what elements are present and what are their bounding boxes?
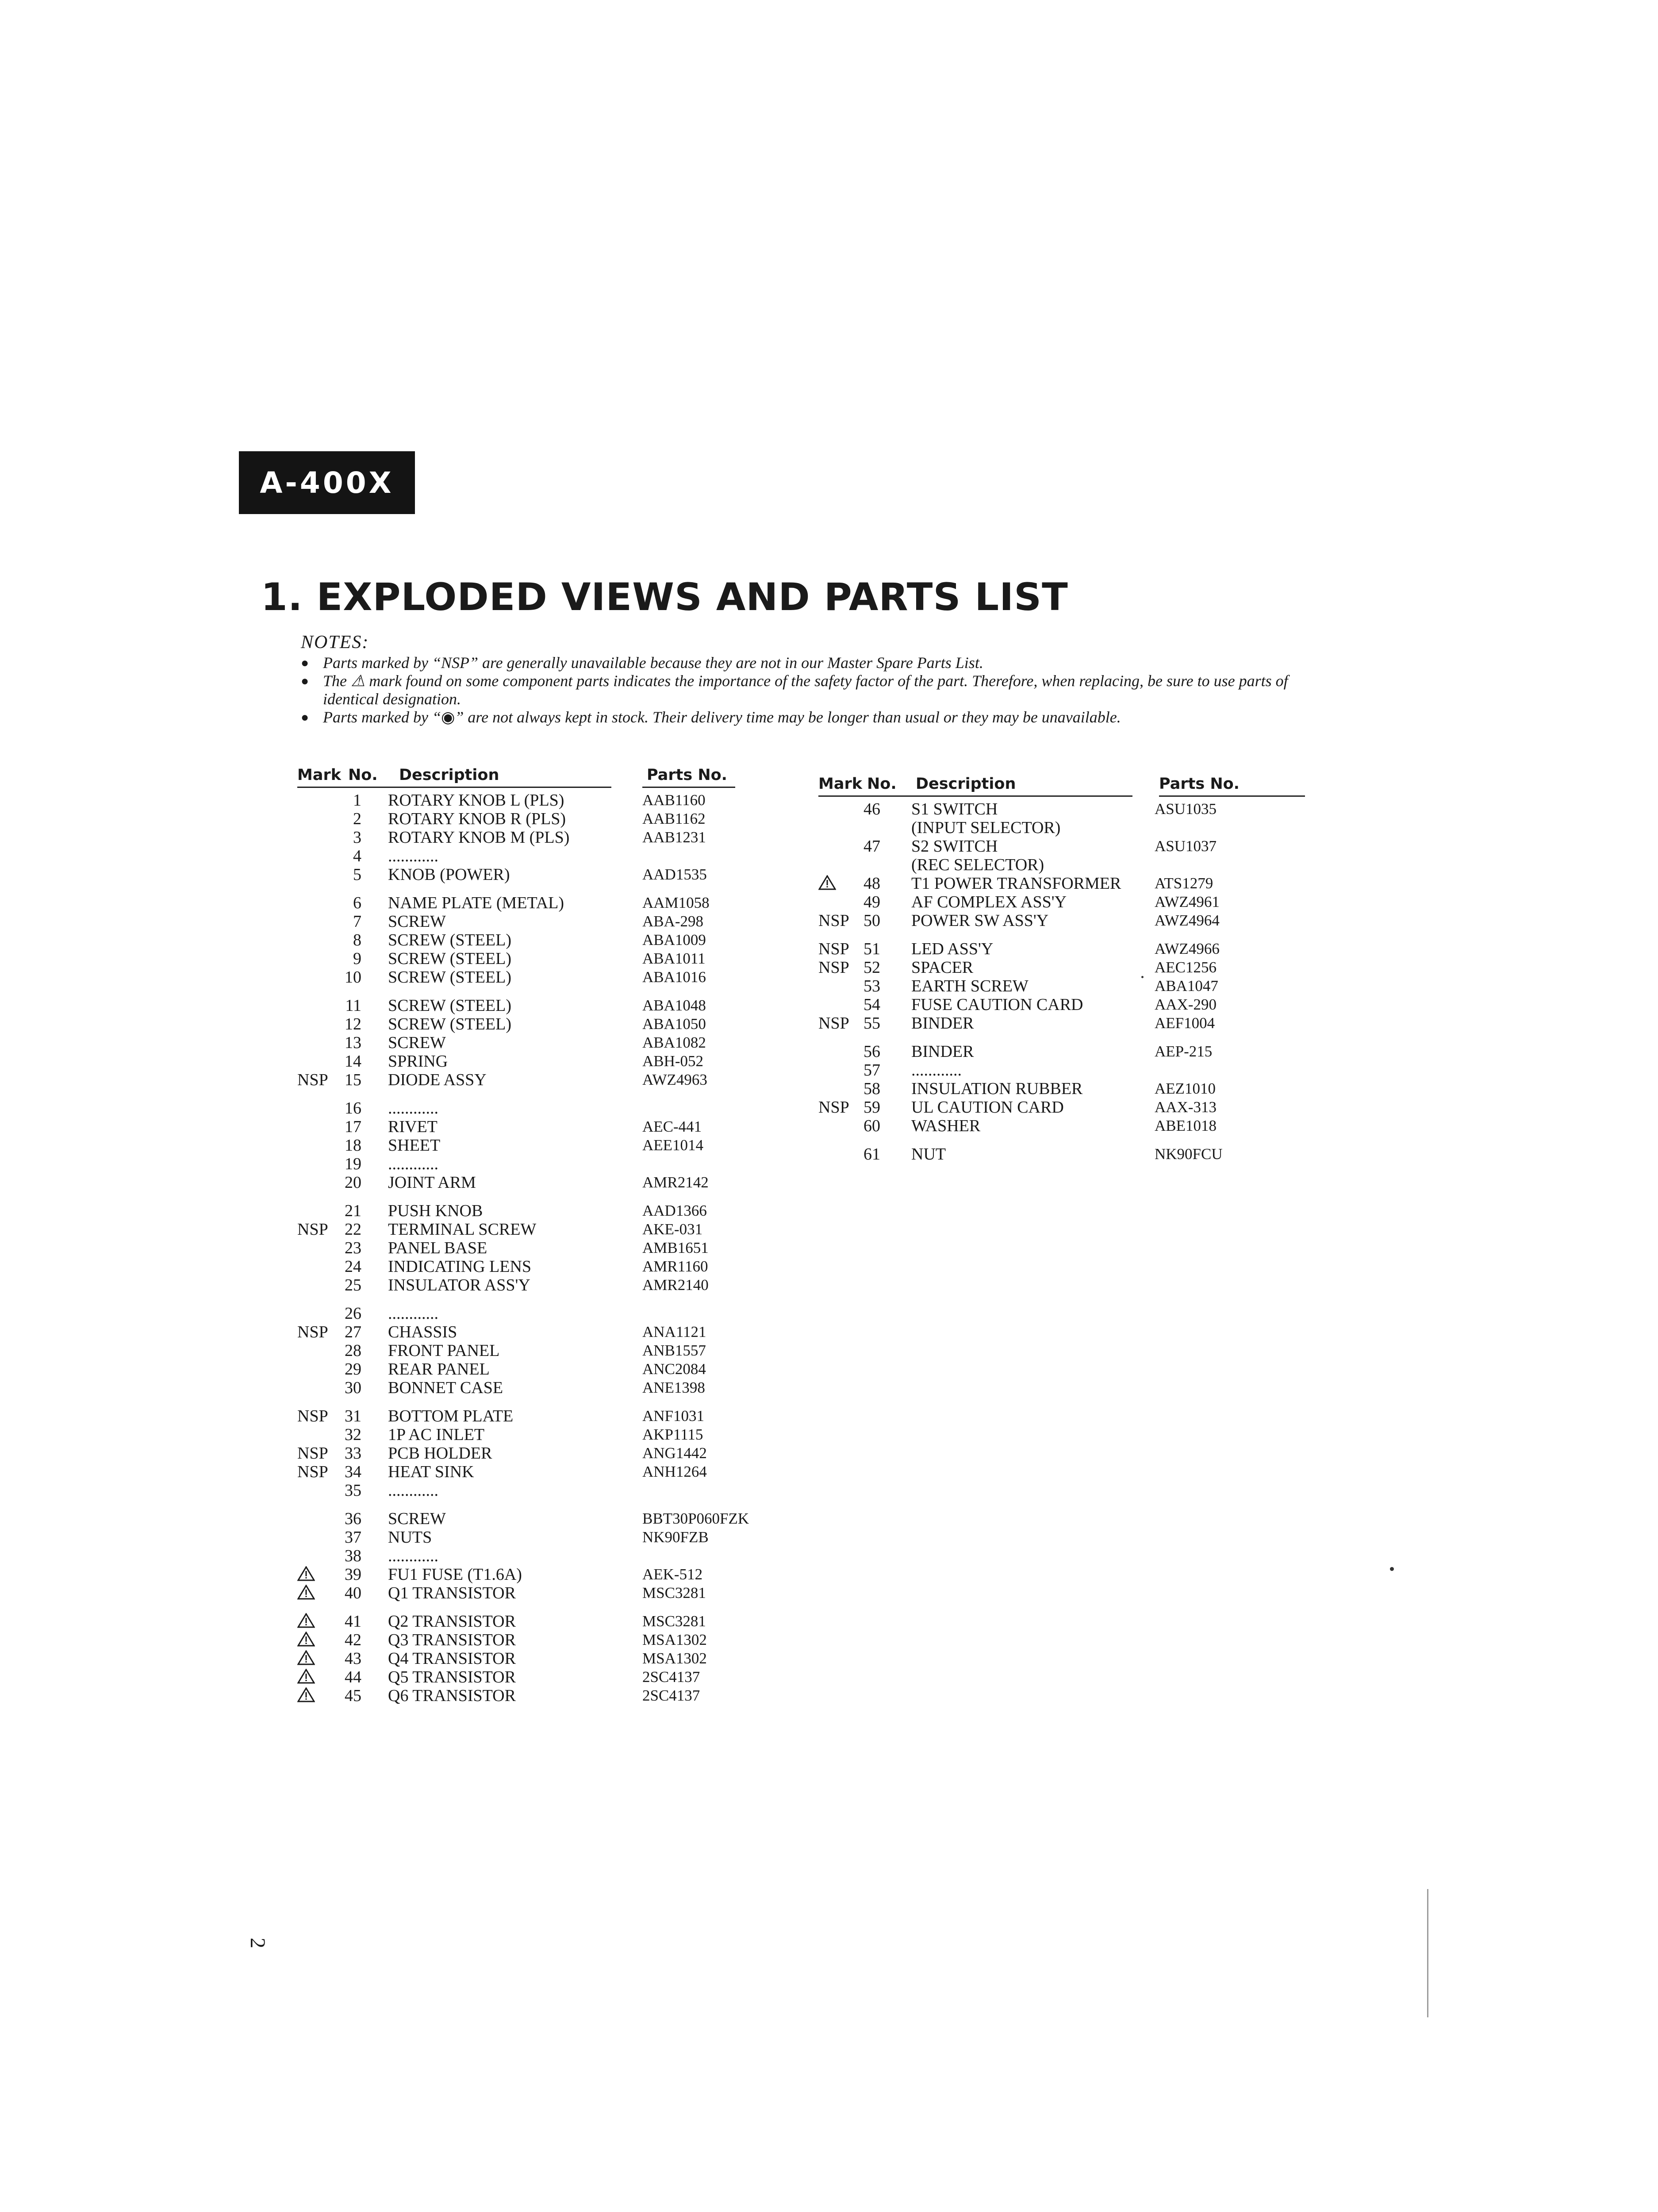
description: BOTTOM PLATE [388,1407,514,1425]
parts-number: AAX-290 [1155,996,1217,1013]
parts-number: 2SC4137 [642,1668,700,1686]
item-number: 59 [864,1098,880,1117]
parts-number: AKE-031 [642,1221,703,1238]
model-badge [239,451,415,514]
table-row [818,893,1309,911]
table-row [297,1323,790,1341]
description: NUTS [388,1528,432,1547]
table-row [297,1528,790,1547]
description: HEAT SINK [388,1463,474,1481]
table-row [818,1014,1309,1033]
table-row [818,995,1309,1014]
item-number: 6 [353,894,361,912]
description: S2 SWITCH [911,837,998,856]
table-row [297,1686,790,1705]
parts-number: ANC2084 [642,1360,706,1378]
description: ROTARY KNOB M (PLS) [388,828,570,847]
table-row [818,1117,1309,1135]
header-no: No. [867,775,897,793]
table-row [818,818,1309,837]
notes-heading: NOTES: [301,632,369,653]
parts-number: ABE1018 [1155,1117,1217,1134]
table-row [297,1202,790,1220]
parts-number: NK90FCU [1155,1145,1223,1163]
description: ............ [388,1155,438,1173]
mark-cell: NSP [297,1463,328,1481]
description: SCREW (STEEL) [388,996,512,1015]
table-row [297,1444,790,1463]
item-number: 21 [345,1202,361,1220]
parts-number: ANH1264 [642,1463,707,1480]
description: JOINT ARM [388,1173,476,1192]
description: (REC SELECTOR) [911,856,1044,874]
item-number: 48 [864,874,880,893]
item-number: 14 [345,1052,361,1071]
bullet-icon: ● [301,710,309,725]
description: EARTH SCREW [911,977,1029,995]
parts-table-left [297,766,790,1705]
parts-number: ABA1009 [642,931,706,949]
description: ............ [388,1547,438,1565]
table-row [297,912,790,931]
parts-number: AMR1160 [642,1258,708,1275]
table-row [297,1239,790,1257]
parts-number: AEC1256 [1155,959,1217,976]
table-row [297,1649,790,1668]
parts-number: ANB1557 [642,1342,706,1359]
note-nsp [301,654,1318,672]
table-row [818,1042,1309,1061]
table-row [297,1547,790,1565]
item-number: 20 [345,1173,361,1192]
description: 1P AC INLET [388,1425,485,1444]
row-spacer [297,1500,790,1509]
parts-table-right [818,775,1309,1164]
row-spacer [818,1135,1309,1145]
parts-number: ABA1016 [642,968,706,986]
description: KNOB (POWER) [388,865,510,884]
description: SCREW (STEEL) [388,949,512,968]
item-number: 36 [345,1509,361,1528]
parts-number: ANG1442 [642,1444,707,1462]
table-row [297,810,790,828]
description: SCREW [388,912,446,931]
row-spacer [297,1089,790,1099]
table-row [297,1173,790,1192]
table-row [818,1145,1309,1164]
description: ............ [388,847,438,865]
header-mark: Mark [297,766,341,784]
description: PUSH KNOB [388,1202,483,1220]
table-row [297,1341,790,1360]
table-row [818,958,1309,977]
parts-number: AAM1058 [642,894,710,911]
item-number: 56 [864,1042,880,1061]
item-number: 38 [345,1547,361,1565]
item-number: 8 [353,931,361,949]
table-row [297,847,790,865]
parts-number: ANE1398 [642,1379,705,1396]
mark-cell: NSP [297,1220,328,1239]
description: BINDER [911,1014,974,1033]
item-number: 55 [864,1014,880,1033]
mark-cell: NSP [297,1444,328,1463]
item-number: 25 [345,1276,361,1294]
row-spacer [297,884,790,894]
description: ............ [388,1304,438,1323]
item-number: 11 [345,996,361,1015]
table-row [297,949,790,968]
description: INDICATING LENS [388,1257,532,1276]
table-row [297,1565,790,1584]
parts-number: ABA1011 [642,950,706,967]
item-number: 54 [864,995,880,1014]
header-no: No. [348,766,378,784]
header-parts-no: Parts No. [1159,775,1240,793]
bullet-icon: ● [301,656,309,670]
page-title: 1. EXPLODED VIEWS AND PARTS LIST [261,575,1068,619]
description: PCB HOLDER [388,1444,492,1463]
item-number: 41 [345,1612,361,1631]
item-number: 24 [345,1257,361,1276]
mark-cell: NSP [818,1098,849,1117]
description: BINDER [911,1042,974,1061]
description: BONNET CASE [388,1379,503,1397]
parts-number: MSA1302 [642,1650,707,1667]
item-number: 23 [345,1239,361,1257]
item-number: 10 [345,968,361,987]
table-row [297,828,790,847]
description: WASHER [911,1117,981,1135]
header-underline [818,795,1132,797]
item-number: 33 [345,1444,361,1463]
parts-number: ASU1037 [1155,837,1217,855]
table-row [297,1379,790,1397]
parts-number: AWZ4964 [1155,912,1220,929]
item-number: 49 [864,893,880,911]
item-number: 28 [345,1341,361,1360]
row-spacer [297,1192,790,1202]
description: LED ASS'Y [911,940,994,958]
item-number: 27 [345,1323,361,1341]
item-number: 2 [353,810,361,828]
table-row [297,1304,790,1323]
table-row [297,894,790,912]
table-row [297,1015,790,1033]
item-number: 30 [345,1379,361,1397]
description: Q5 TRANSISTOR [388,1668,516,1686]
description: CHASSIS [388,1323,457,1341]
table-row [818,1079,1309,1098]
item-number: 45 [345,1686,361,1705]
table-row [297,1425,790,1444]
parts-number: AEK-512 [642,1566,703,1583]
parts-number: ABA1047 [1155,977,1218,995]
item-number: 15 [345,1071,361,1089]
description: PANEL BASE [388,1239,487,1257]
note-text: Parts marked by “◉” are not always kept in stock. Their delivery time may be longer than usual or they may be unavailable. [323,708,1121,726]
description: (INPUT SELECTOR) [911,818,1061,837]
item-number: 22 [345,1220,361,1239]
table-row [818,856,1309,874]
description: TERMINAL SCREW [388,1220,537,1239]
item-number: 52 [864,958,880,977]
parts-number: 2SC4137 [642,1687,700,1704]
table-row [297,1481,790,1500]
note-stock [301,708,1318,726]
item-number: 42 [345,1631,361,1649]
table-row [818,940,1309,958]
description: SCREW (STEEL) [388,1015,512,1033]
item-number: 12 [345,1015,361,1033]
item-number: 26 [345,1304,361,1323]
parts-number: AMB1651 [642,1239,709,1256]
item-number: 43 [345,1649,361,1668]
item-number: 34 [345,1463,361,1481]
header-parts-no: Parts No. [647,766,727,784]
parts-number: ANA1121 [642,1323,706,1340]
table-row [818,977,1309,995]
description: S1 SWITCH [911,800,998,818]
description: FU1 FUSE (T1.6A) [388,1565,522,1584]
parts-number: ABH-052 [642,1052,704,1070]
item-number: 37 [345,1528,361,1547]
item-number: 60 [864,1117,880,1135]
item-number: 5 [353,865,361,884]
description: SCREW [388,1509,446,1528]
item-number: 16 [345,1099,361,1118]
page-number: 2 [246,1938,269,1948]
parts-number: MSC3281 [642,1584,706,1601]
table-row [297,968,790,987]
description: SHEET [388,1136,441,1155]
table-row [297,1052,790,1071]
table-row [297,1463,790,1481]
table-header [818,775,1309,800]
row-spacer [818,930,1309,940]
row-spacer [297,1397,790,1407]
item-number: 31 [345,1407,361,1425]
description: NUT [911,1145,946,1164]
description: Q3 TRANSISTOR [388,1631,516,1649]
header-underline [642,787,735,788]
description: SCREW [388,1033,446,1052]
item-number: 44 [345,1668,361,1686]
parts-number: ASU1035 [1155,800,1217,818]
description: Q4 TRANSISTOR [388,1649,516,1668]
header-description: Description [916,775,1016,793]
description: AF COMPLEX ASS'Y [911,893,1067,911]
table-body [818,800,1309,1164]
description: REAR PANEL [388,1360,490,1379]
item-number: 18 [345,1136,361,1155]
parts-number: AAD1535 [642,866,707,883]
table-row [297,1220,790,1239]
item-number: 1 [353,791,361,810]
mark-cell: NSP [297,1323,328,1341]
parts-number: AAB1162 [642,810,706,827]
parts-number: AMR2142 [642,1174,709,1191]
parts-number: ATS1279 [1155,875,1213,892]
table-row [818,800,1309,818]
mark-cell: NSP [297,1071,328,1089]
table-row [297,1407,790,1425]
table-row [297,791,790,810]
description: Q2 TRANSISTOR [388,1612,516,1631]
description: NAME PLATE (METAL) [388,894,564,912]
parts-number: ABA-298 [642,913,704,930]
header-underline [297,787,611,788]
table-row [297,865,790,884]
parts-number: ABA1048 [642,997,706,1014]
header-description: Description [399,766,499,784]
table-row [297,1631,790,1649]
description: ............ [388,1099,438,1118]
parts-number: NK90FZB [642,1528,709,1546]
table-row [818,837,1309,856]
description: SCREW (STEEL) [388,931,512,949]
table-row [297,1033,790,1052]
mark-cell: NSP [818,940,849,958]
table-row [297,1118,790,1136]
description: SPRING [388,1052,448,1071]
parts-number: AWZ4966 [1155,940,1220,957]
item-number: 19 [345,1155,361,1173]
table-row [818,874,1309,893]
parts-number: AEZ1010 [1155,1080,1216,1097]
description: Q6 TRANSISTOR [388,1686,516,1705]
item-number: 13 [345,1033,361,1052]
parts-number: ANF1031 [642,1407,705,1425]
item-number: 57 [864,1061,880,1079]
row-spacer [297,1294,790,1304]
item-number: 3 [353,828,361,847]
item-number: 35 [345,1481,361,1500]
parts-number: ABA1082 [642,1034,706,1051]
parts-number: AAB1231 [642,829,706,846]
mark-cell: NSP [818,1014,849,1033]
table-row [818,1098,1309,1117]
description: UL CAUTION CARD [911,1098,1064,1117]
description: ROTARY KNOB L (PLS) [388,791,564,810]
parts-number: AAB1160 [642,791,706,809]
item-number: 17 [345,1118,361,1136]
description: T1 POWER TRANSFORMER [911,874,1121,893]
header-underline [1159,795,1305,797]
note-text: Parts marked by “NSP” are generally unavailable because they are not in our Master Spare Parts List. [323,654,983,672]
item-number: 32 [345,1425,361,1444]
item-number: 50 [864,911,880,930]
table-header [297,766,790,791]
description: ROTARY KNOB R (PLS) [388,810,566,828]
mark-cell: NSP [297,1407,328,1425]
description: POWER SW ASS'Y [911,911,1049,930]
description: DIODE ASSY [388,1071,487,1089]
item-number: 46 [864,800,880,818]
item-number: 4 [353,847,361,865]
parts-number: AAD1366 [642,1202,707,1219]
description: INSULATION RUBBER [911,1079,1083,1098]
description: FRONT PANEL [388,1341,500,1360]
table-row [297,1099,790,1118]
item-number: 53 [864,977,880,995]
item-number: 47 [864,837,880,856]
description: RIVET [388,1118,438,1136]
item-number: 40 [345,1584,361,1602]
scan-artifact [1390,1567,1394,1571]
parts-number: MSC3281 [642,1613,706,1630]
table-row [297,1276,790,1294]
table-row [297,1360,790,1379]
table-row [297,931,790,949]
model-name: A-400X [260,465,394,500]
table-row [818,1061,1309,1079]
row-spacer [297,987,790,996]
notes-list [301,654,1318,726]
item-number: 7 [353,912,361,931]
parts-number: MSA1302 [642,1631,707,1648]
parts-number: ABA1050 [642,1015,706,1033]
header-mark: Mark [818,775,862,793]
description: ............ [911,1061,962,1079]
row-spacer [297,1602,790,1612]
item-number: 9 [353,949,361,968]
parts-number: AEE1014 [642,1137,704,1154]
description: FUSE CAUTION CARD [911,995,1083,1014]
table-row [297,1612,790,1631]
scan-artifact [1141,976,1144,978]
parts-number: AWZ4961 [1155,893,1220,910]
table-row [297,1509,790,1528]
parts-number: AKP1115 [642,1426,703,1443]
description: INSULATOR ASS'Y [388,1276,530,1294]
item-number: 61 [864,1145,880,1164]
note-safety [301,672,1318,708]
parts-number: AAX-313 [1155,1098,1217,1116]
parts-number: BBT30P060FZK [642,1510,749,1527]
bullet-icon: ● [301,674,309,688]
mark-cell: NSP [818,958,849,977]
item-number: 58 [864,1079,880,1098]
table-row [297,1668,790,1686]
description: ............ [388,1481,438,1500]
row-spacer [818,1033,1309,1042]
parts-number: AWZ4963 [642,1071,707,1088]
table-row [297,1071,790,1089]
parts-number: AMR2140 [642,1276,709,1294]
description: SPACER [911,958,974,977]
note-text: The ⚠ mark found on some component parts indicates the importance of the safety factor of the part. Therefore, when replacing, be sure to use parts of identical designation. [323,672,1288,708]
table-body [297,791,790,1705]
table-row [818,911,1309,930]
parts-number: AEP-215 [1155,1043,1213,1060]
mark-cell: NSP [818,911,849,930]
table-row [297,1136,790,1155]
parts-number: AEC-441 [642,1118,702,1135]
item-number: 39 [345,1565,361,1584]
description: SCREW (STEEL) [388,968,512,987]
item-number: 29 [345,1360,361,1379]
table-row [297,1584,790,1602]
description: Q1 TRANSISTOR [388,1584,516,1602]
table-row [297,1257,790,1276]
scan-artifact [1427,1889,1428,2017]
parts-number: AEF1004 [1155,1014,1215,1032]
table-row [297,996,790,1015]
item-number: 51 [864,940,880,958]
table-row [297,1155,790,1173]
